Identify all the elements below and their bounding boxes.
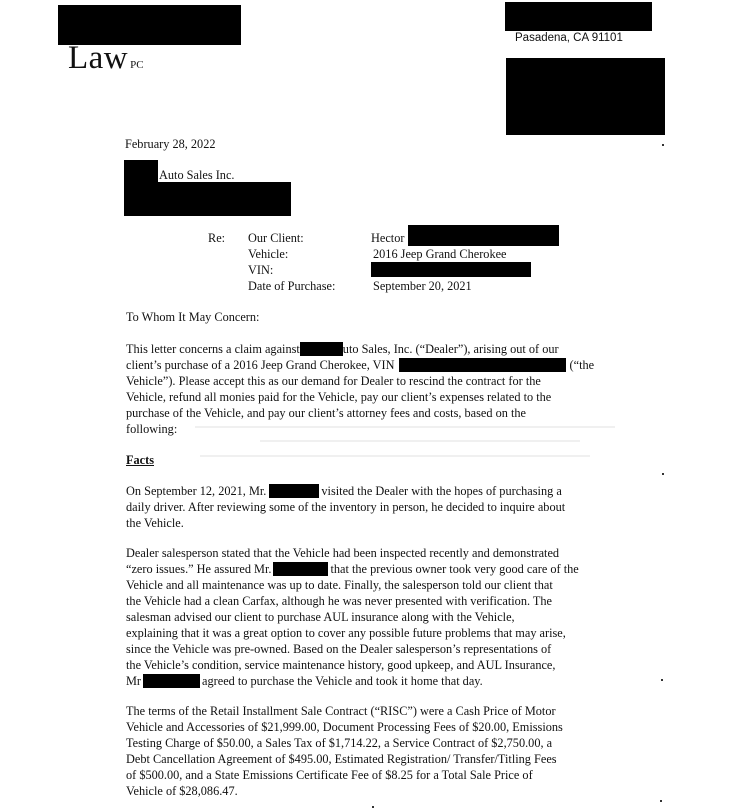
salutation: To Whom It May Concern:	[126, 310, 260, 324]
facts-paragraph-3: The terms of the Retail Installment Sale Contract (“RISC”) were a Cash Price of Motor Vehicle and Accessories of $21,999.00, Document Processing Fees of $20.00, Emissions Testing Charge of $50.00, a Sales Tax of $1,714.22, a Service Contract of $2,750.00, a Debt Cancellation Agreement of $495.00, Estimated Registration/ Transfer/Titling Fees of $500.00, and a State Emissions Certificate Fee of $8.25 for a Total Sale Price of Vehicle of $28,086.47.	[126, 704, 563, 798]
facts-heading: Facts	[126, 453, 154, 467]
recipient-line: Auto Sales Inc.	[159, 168, 235, 182]
intro-paragraph: This letter concerns a claim against uto Sales, Inc. (“Dealer”), arising out of our client’s purchase of a 2016 Jeep Grand Cherokee, VIN (“the Vehicle”). Please accept this as our demand for Dealer to rescind the contract for the Vehicle, refund all monies paid for the Vehicle, pay our client’s expenses related to the purchase of the Vehicle, and pay our client’s attorney fees and costs, based on the following:	[126, 342, 595, 436]
redacted-firm-name	[58, 5, 241, 45]
re-label-client: Our Client:	[248, 231, 304, 245]
redacted-vin-inline	[399, 358, 566, 372]
re-label: Re:	[208, 231, 226, 245]
redacted-recipient-address	[124, 182, 291, 216]
re-label-vehicle: Vehicle:	[248, 247, 289, 261]
scan-noise	[195, 426, 615, 428]
firm-entity: PC	[130, 59, 144, 71]
re-label-vin: VIN:	[248, 263, 274, 277]
redacted-address-line	[505, 2, 652, 31]
firm-suffix: Law	[68, 40, 129, 76]
redacted-client-last-name	[408, 225, 559, 246]
redacted-contact-block	[506, 58, 665, 135]
scan-noise	[200, 455, 590, 457]
scan-mark	[372, 806, 374, 808]
facts-paragraph-1: On September 12, 2021, Mr. visited the Dealer with the hopes of purchasing a daily driver. After reviewing some of the inventory in person, he decided to inquire about the Vehicle.	[126, 484, 566, 530]
redacted-client-name	[143, 674, 200, 688]
city-line: Pasadena, CA 91101	[515, 32, 623, 44]
letter-date: February 28, 2022	[125, 137, 216, 151]
scan-mark	[662, 144, 664, 146]
re-purchase-date-value: September 20, 2021	[373, 279, 472, 293]
re-label-purchase-date: Date of Purchase:	[248, 279, 336, 293]
scan-noise	[260, 440, 580, 442]
scan-mark	[660, 800, 662, 802]
facts-paragraph-2: Dealer salesperson stated that the Vehicle had been inspected recently and demonstrated “zero issues.” He assured Mr. that the previous owner took very good care of the Vehicle and all maintenance was up to date. Finally, the salesperson told our client that the Vehicle had a clean Carfax, although he was never presented with verification. The salesman advised our client to purchase AUL insurance along with the Vehicle, explaining that it was a great option to cover any possible future problems that may arise, since the Vehicle was pre-owned. Based on the Dealer salesperson’s representations of the Vehicle’s condition, service maintenance history, good upkeep, and AUL Insurance, Mr agreed to purchase the Vehicle and took it home that day.	[126, 546, 579, 688]
redacted-dealer-name	[300, 342, 343, 356]
re-client-first-name: Hector	[371, 231, 405, 245]
redacted-vin	[371, 262, 531, 277]
redacted-client-name	[269, 484, 319, 498]
scan-mark	[662, 473, 664, 475]
firm-logo	[68, 40, 144, 77]
re-vehicle-value: 2016 Jeep Grand Cherokee	[373, 247, 507, 261]
scan-mark	[661, 679, 663, 681]
redacted-client-name	[273, 562, 328, 576]
redacted-recipient-prefix	[124, 160, 158, 182]
